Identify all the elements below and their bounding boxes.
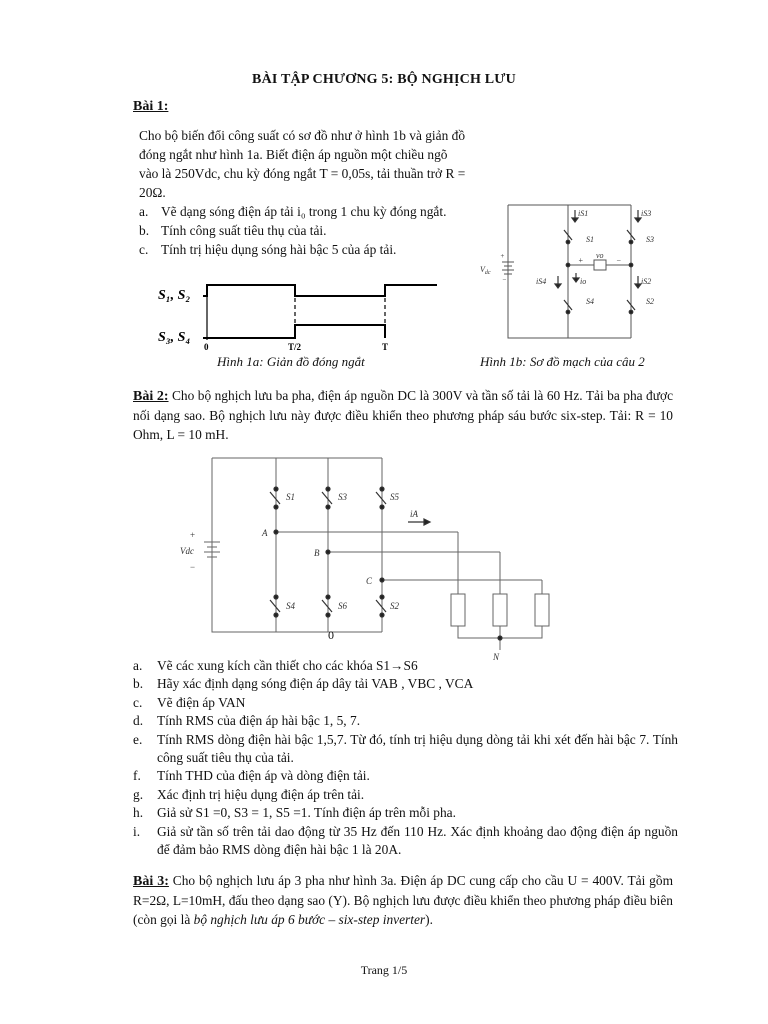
list-item (133, 657, 678, 675)
item-text: Tính trị hiệu dụng sóng hài bậc 5 của áp tải. (161, 242, 397, 257)
label-s4: S4 (286, 601, 295, 611)
label-b: B (314, 548, 320, 558)
list-item (133, 786, 678, 804)
caption-1b: Hình 1b: Sơ đồ mạch của câu 2 (480, 354, 645, 369)
bai2-heading: Bài 2: (133, 389, 169, 404)
item-text: Tính RMS của điện áp hài bậc 1, 5, 7. (157, 713, 361, 729)
label-plus: + (190, 530, 196, 540)
svg-text:−: − (616, 256, 622, 265)
bai2-intro-block (133, 386, 673, 444)
item-letter: b. (133, 676, 144, 692)
tick-half: T/2 (288, 342, 302, 352)
item-text: Tính THD của điện áp và dòng điện tải. (157, 768, 370, 784)
bai3-intro-italic: bộ nghịch lưu áp 6 bước – six-step inverter (193, 912, 426, 927)
label-s1: S1 (286, 492, 295, 502)
item-letter: g. (133, 786, 144, 802)
item-text: Tính công suất tiêu thụ của tải. (161, 223, 327, 238)
label-is2: iS2 (641, 277, 652, 286)
item-letter: a. (139, 204, 149, 219)
item-text: Vẽ dạng sóng điện áp tải i₀ trong 1 chu kỳ đóng ngắt. (161, 204, 447, 219)
label-s3: S3 (338, 492, 347, 502)
bai3-intro-block (133, 871, 673, 929)
label-c: C (366, 576, 373, 586)
label-is3: iS3 (641, 209, 652, 218)
item-text: Giả sử S1 =0, S3 = 1, S5 =1. Tính điện áp trên mỗi pha. (157, 805, 456, 821)
item-letter: h. (133, 805, 144, 821)
label-io: io (580, 277, 587, 286)
item-text: Xác định trị hiệu dụng điện áp trên tải. (157, 786, 365, 802)
item-letter: b. (139, 223, 150, 238)
bai1-intro: Cho bộ biến đổi công suất có sơ đồ như ở hình 1b và giản đồ đóng ngắt như hình 1a. Biết điện áp nguồn một chiều ngõ vào là 250Vdc, chu kỳ đóng ngắt T = 0,05s, tải thuần trở R = 20Ω. (139, 128, 466, 200)
list-item (139, 221, 469, 240)
bai3-heading: Bài 3: (133, 874, 169, 889)
bai3-intro-end: ). (425, 912, 433, 927)
label-s6: S6 (338, 601, 347, 611)
label-n: N (493, 652, 500, 662)
page-number: Trang 1/5 (360, 963, 408, 977)
label-a: A (262, 528, 268, 538)
item-text: Vẽ điện áp VAN (157, 694, 246, 710)
label-s4: S4 (586, 297, 594, 306)
label-s1: S1 (586, 235, 594, 244)
tick-t: T (382, 342, 389, 352)
item-text: Hãy xác định dạng sóng điện áp dây tải VAB , VBC , VCA (157, 676, 474, 692)
list-item (133, 731, 678, 768)
label-s2: S2 (390, 601, 399, 611)
item-text: Tính RMS dòng điện hài bậc 1,5,7. Từ đó, tính trị hiệu dụng dòng tải khi xét đến hài bậc 7. Tính công suất tiêu thụ của tải. (157, 731, 678, 766)
list-item (133, 767, 678, 785)
item-letter: c. (139, 242, 149, 257)
list-item (133, 694, 678, 712)
svg-text:+: + (500, 252, 505, 260)
list-item (133, 675, 678, 693)
waveform-s3s4 (203, 325, 385, 338)
bai3-intro: Cho bộ nghịch lưu áp 3 pha như hình 3a. Điện áp DC cung cấp cho cầu U = 400V. Tải gồm R=2Ω, L=10mH, đấu theo dạng sao (Y). Bộ nghịch lưu được điều khiển theo phương pháp điều biên (còn gọi là (133, 873, 673, 927)
label-s3: S3 (646, 235, 654, 244)
bai2-intro: Cho bộ nghịch lưu ba pha, điện áp nguồn DC là 300V và tần số tải là 60 Hz. Tải ba pha được nối dạng sao. Bộ nghịch lưu này được điều khiển theo phương pháp sáu bước six-step. Tải: R = 10 Ohm, L = 10 mH. (133, 388, 674, 442)
label-vo: vo (596, 251, 604, 260)
switching-diagram (155, 278, 445, 356)
item-letter: e. (133, 731, 143, 747)
waveform-s1s2 (203, 285, 437, 296)
label-ia: iA (410, 509, 418, 519)
list-item (133, 823, 678, 860)
tick-0: 0 (204, 342, 209, 352)
label-s3s4: S₃, S₄ (158, 330, 191, 345)
caption-1a: Hình 1a: Giản đồ đóng ngắt (217, 354, 365, 369)
label-is4: iS4 (536, 277, 547, 286)
label-s5: S5 (390, 492, 399, 502)
list-item (133, 804, 678, 822)
svg-text:−: − (502, 276, 507, 284)
item-letter: d. (133, 713, 144, 729)
list-item (139, 240, 469, 259)
h-bridge-diagram (476, 200, 676, 340)
vdc-label: $V_{dc}$ (480, 265, 491, 276)
label-s2: S2 (646, 297, 654, 306)
label-vdc: Vdc (180, 546, 194, 556)
bai1-heading: Bài 1: (133, 99, 169, 114)
label-s1s2: S₁, S₂ (158, 288, 191, 303)
label-zero: 0 (328, 628, 334, 642)
page-title: BÀI TẬP CHƯƠNG 5: BỘ NGHỊCH LƯU (252, 72, 516, 87)
item-letter: i. (133, 823, 141, 839)
bai1-body (139, 126, 469, 259)
bai1-list (139, 202, 469, 259)
list-item (133, 712, 678, 730)
item-letter: f. (133, 768, 141, 784)
label-is1: iS1 (578, 209, 589, 218)
bai2-list (133, 657, 678, 859)
svg-text:+: + (578, 256, 584, 265)
item-letter: c. (133, 694, 143, 710)
three-phase-inverter-diagram (170, 452, 560, 667)
item-text: Giả sử tần số trên tải dao động từ 35 Hz đến 110 Hz. Xác định khoảng dao động điện áp nguồn để đảm bảo RMS dòng điện hài bậc 1 là 20A. (157, 823, 678, 858)
item-text: Vẽ các xung kích cần thiết cho các khóa S1→S6 (157, 658, 418, 673)
label-minus: − (190, 562, 196, 572)
bai2-list-block (133, 657, 678, 859)
list-item (139, 202, 469, 221)
item-letter: a. (133, 658, 143, 673)
